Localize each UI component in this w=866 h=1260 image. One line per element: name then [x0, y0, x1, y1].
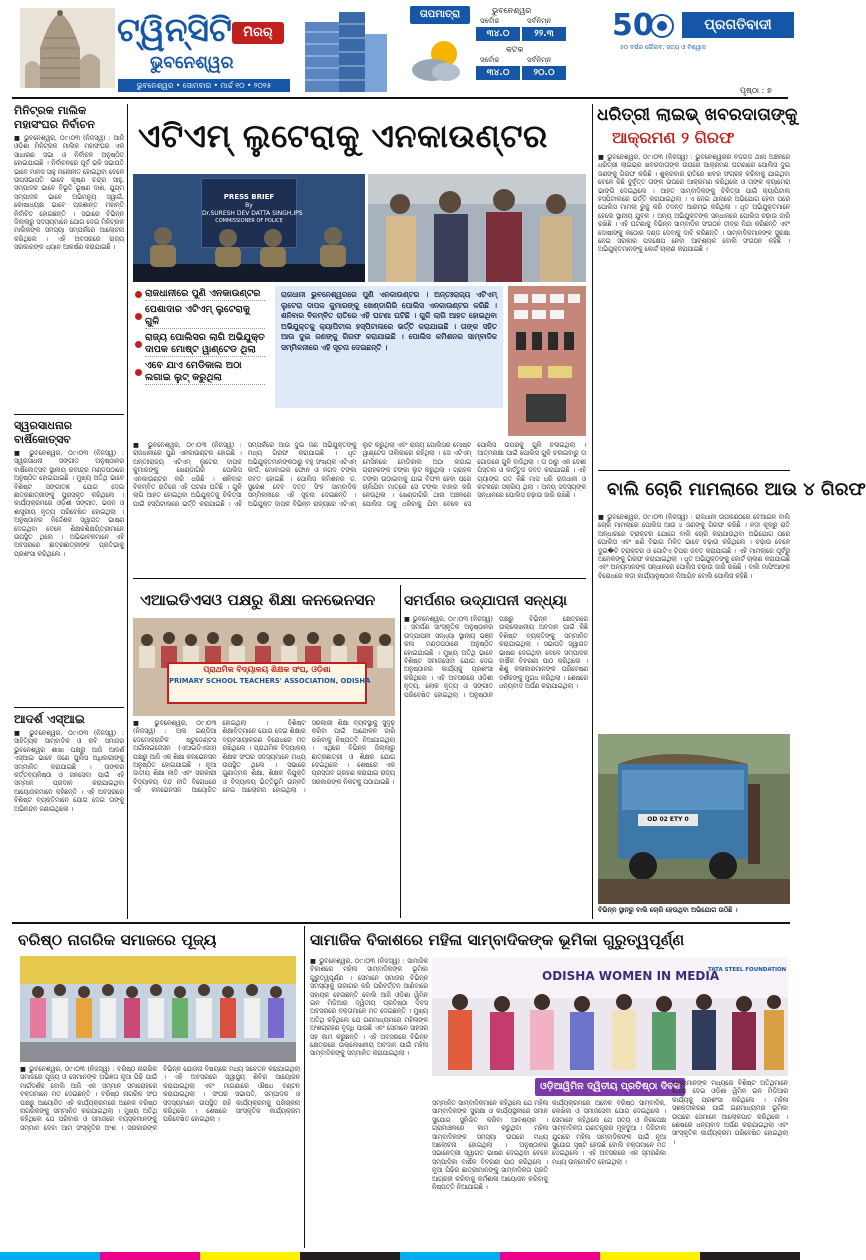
right-top-body: ■ ଭୁବନେଶ୍ୱର, ୦୯।୦୩ (ନିଜସ୍ୱ) : ଭୁବନେଶ୍ୱରର ବଡ଼ଗଡ଼ ଥାନା ଅଞ୍ଚଳରେ ଧରିତ୍ରୀ ଲାଇଭ୍‌ର ଖବରଦାତାଙ୍କ ଉପରେ ଆକ୍ରମଣ ଘଟଣାରେ ପୋଲିସ ଦୁଇ ଜଣଙ୍କୁ ଗିରଫ କରିଛି । ଶୁକ୍ରବାର ରାତିରେ ଖବର ସଂଗ୍ରହ କରିବାକୁ ଯାଇଥିବା ବେଳେ କିଛି ଦୁର୍ବୃତ୍ତ ତାଙ୍କ ଉପରେ ଆକ୍ରମଣ କରିଥିଲେ ଓ ତାଙ୍କ କ୍ୟାମେରା ଭାଙ୍ଗି ଦେଇଥିଲେ । ଆହତ ସାମ୍ବାଦିକଙ୍କୁ ଚିକିତ୍ସା ପାଇଁ କ୍ୟାପିଟାଲ ହସ୍ପିଟାଲରେ ଭର୍ତ୍ତି କରାଯାଇଥିଲା । ଏ ନେଇ ଥାନାରେ ଅଭିଯୋଗ ହେବା ପରେ ପୋଲିସ ମାମଲା ରୁଜୁ କରି ତଦନ୍ତ ଆରମ୍ଭ କରିଥିଲା । ଧୃତ ଅଭିଯୁକ୍ତମାନେ ହେଲେ ସ୍ଥାନୀୟ ଯୁବକ । ଅନ୍ୟ ଅଭିଯୁକ୍ତଙ୍କ ସନ୍ଧାନରେ ପୋଲିସ ଚଢ଼ାଉ ଜାରି ରଖିଛି । ଏହି ଘଟଣାକୁ ବିଭିନ୍ନ ସାମ୍ବାଦିକ ସଂଗଠନ ତୀବ୍ର ନିନ୍ଦା କରିଛନ୍ତି ଏବଂ ଦୋଷୀଙ୍କୁ କଠୋର ଦଣ୍ଡ ଦେବାକୁ ଦାବି କରିଛନ୍ତି । ସାମ୍ବାଦିକମାନଙ୍କ ସୁରକ୍ଷା ନେଇ ସରକାର ପଦକ୍ଷେପ ନେବା ଆବଶ୍ୟକ ବୋଲି ସଂଗଠନ କହିଛି । ଅଭିଯୁକ୍ତମାନଙ୍କୁ କୋର୍ଟ ଚାଲାଣ କରାଯାଇଛି । [598, 154, 793, 254]
city1-min-value: ୨୨.୩ [534, 29, 554, 39]
women-media-banner-text: ODISHA WOMEN IN MEDIA [542, 969, 720, 983]
column-rule [592, 104, 593, 919]
evidence-cards-illustration [508, 286, 586, 436]
left-body-3: ■ ଭୁବନେଶ୍ୱର, ୦୯।୦୩ (ନିଜସ୍ୱ) : ସାହିତ୍ୟିକ ସାମ୍ବାଦିକ ଓ କବି ସମାଜର ଭୁବନେଶ୍ୱର ଶାଖା ପକ୍ଷରୁ ଆଜି ଆଦର୍ଶ ଏସ୍‌ଆଇ ଭାବେ ଜଣେ ପୁଲିସ ଅଧିକାରୀଙ୍କୁ ସମ୍ମାନିତ କରାଯାଇଛି । ତାଙ୍କର କର୍ତ୍ତବ୍ୟନିଷ୍ଠା ଓ ଜନସେବା ପାଇଁ ଏହି ସମ୍ମାନ ପ୍ରଦାନ କରାଯାଇଥିବା ଆୟୋଜକମାନେ କହିଛନ୍ତି । ଏହି ଅବସରରେ ବିଶିଷ୍ଟ ବ୍ୟକ୍ତିମାନେ ଯୋଗ ଦେଇ ତାଙ୍କୁ ଅଭିନନ୍ଦନ ଜଣାଇଥିଲେ । [14, 730, 127, 813]
women-col4: ଅନ୍ୟମାନଙ୍କ ମଧ୍ୟରେ ବିଶିଷ୍ଟ ଅତିଥିମାନେ ଯୋଗ ଦେଇ ଓଡ଼ିଶା ୱିମିନ ଇନ ମିଡିଆର କାର୍ଯ୍ୟକୁ ପ୍ରଶଂସା କରିଥିଲେ । ମହିଳା ସଶକ୍ତୀକରଣ ପାଇଁ ଗଣମାଧ୍ୟମର ଭୂମିକା ଉପରେ ସେମାନେ ଆଲୋକପାତ କରିଥିଲେ । ଶେଷରେ ଧନ୍ୟବାଦ ଅର୍ପଣ କରାଯାଇଥିଲା ଏବଂ ସାଂସ୍କୃତିକ କାର୍ଯ୍ୟକ୍ରମ ପରିବେଷିତ ହୋଇଥିଲା । [672, 1080, 791, 1146]
lead-bullet [135, 332, 265, 357]
sand-headline: ବାଲି ଚୋରି ମାମଲାରେ ଆଉ ୪ ଗିରଫ [607, 479, 866, 500]
aidso-photo [133, 618, 395, 716]
lead-bullets [135, 288, 265, 438]
sand-photo-caption: ବିଭିନ୍ନ ସ୍ଥାନରୁ ବାଲି ଚୋରି ହେଉଥିବା ଅଭିଯୋଗ ଉଠିଛି । [598, 906, 738, 914]
weather-label-text: ତାପମାତ୍ରା [419, 9, 461, 20]
women-col2: ସମ୍ମାନିତ ସାମ୍ବାଦିକମାନେ କହିଥିଲେ ଯେ ମହିଳା ସାମ୍ବାଦିକଙ୍କ ସୁରକ୍ଷା ଓ କାର୍ଯ୍ୟସ୍ଥଳୀରେ ସମାନ ସୁଯୋଗ ସୁନିଶ୍ଚିତ କରିବା ଆବଶ୍ୟକ । ଗ୍ରାମାଞ୍ଚଳରେ କାମ କରୁଥିବା ମହିଳା ସାମ୍ବାଦିକଙ୍କ ସମସ୍ୟା ଉପରେ ମଧ୍ୟ ଆଲୋଚନା ହୋଇଥିଲା । ଅନୁଷ୍ଠାନର ସଭାନେତ୍ରୀ ସ୍ୱାଗତ ଭାଷଣ ଦେଇଥିବା ବେଳେ ସମ୍ପାଦିକା ବାର୍ଷିକ ବିବରଣୀ ପାଠ କରିଥିଲେ । ନୂଆ ପିଢ଼ିର ଛାତ୍ରୀମାନଙ୍କୁ ସାମ୍ବାଦିକତା ପ୍ରତି ଆଗ୍ରହୀ କରିବାକୁ କର୍ମଶାଳା ଆୟୋଜନ କରିବାକୁ ନିଷ୍ପତ୍ତି ନିଆଯାଇଛି । [432, 1100, 551, 1192]
headline-tail: ଗିରଫ [694, 128, 735, 147]
sun-cloud-icon [408, 34, 466, 84]
masthead [0, 0, 800, 100]
lead-intro-box [275, 286, 503, 408]
weather-max-label-2: ସର୍ବୋଚ୍ଚ [480, 56, 500, 64]
women-col3: କାର୍ଯ୍ୟକ୍ରମରେ ଅନେକ ବରିଷ୍ଠ ସାମ୍ବାଦିକ, ଲେଖିକା ଓ ସମାଜସେବୀ ଯୋଗ ଦେଇଥିଲେ । ସେମାନେ କହିଥିଲେ ଯେ ସତ୍ୟ ଓ ନିରପେକ୍ଷ ସାମ୍ବାଦିକତା ଗଣତନ୍ତ୍ରର ମୂଳଦୁଆ । ଡିଜିଟାଲ ଯୁଗରେ ମହିଳା ସାମ୍ବାଦିକଙ୍କ ପାଇଁ ନୂଆ ସୁଯୋଗ ସୃଷ୍ଟି ହେଉଛି ବୋଲି ବକ୍ତାମାନେ ମତ ଦେଇଥିଲେ । ଏହି ଅବସରରେ ଏକ ସ୍ମରଣିକା ମଧ୍ୟ ଉନ୍ମୋଚିତ ହୋଇଥିଲା । [552, 1100, 669, 1166]
bullet-text: ପେଶାଦାର ଏଟିଏମ୍‌ ଲୁଟେରାକୁ ଗୁଳି [145, 304, 265, 329]
weather-max-label-1: ସର୍ବୋଚ୍ଚ [480, 17, 500, 25]
bullet-text: ଏବେ ଯାଏ ମେଡିକାଲ ଅଠା ଲଗାଇ ଲୁଟ୍‌ କରୁଥିଲା [145, 360, 265, 385]
officers-silhouettes [133, 214, 365, 282]
masthead-title: ଟ୍ୱିନ୍‌ସିଟି [117, 10, 232, 49]
press-brief-name: Dr.SURESH DEV DATTA SINGH,IPS [202, 210, 303, 217]
women-in-media-photo [432, 958, 788, 1076]
brand-name [682, 12, 794, 38]
lead-headline: ଏଟିଏମ୍‌ ଲୁଟେରାକୁ ଏନକାଉଣ୍ଟର [138, 117, 548, 155]
weather-min-label-1: ସର୍ବନିମ୍ନ [527, 17, 552, 25]
color-swatch [0, 1252, 100, 1260]
bullet-dot [135, 291, 142, 298]
left-body-2: ■ ଭୁବନେଶ୍ୱର, ୦୯।୦୩ (ନିଜସ୍ୱ) : ସ୍ୱରସାଧନା ସଙ୍ଗୀତ ଅନୁଷ୍ଠାନର ବାର୍ଷିକୋତ୍ସବ ସ୍ଥାନୀୟ ରବୀନ୍ଦ୍ର ମଣ୍ଡପଠାରେ ଅନୁଷ୍ଠିତ ହୋଇଯାଇଛି । ମୁଖ୍ୟ ଅତିଥି ଭାବେ ବିଶିଷ୍ଟ ସଙ୍ଗୀତଜ୍ଞ ଯୋଗ ଦେଇ ଛାତ୍ରଛାତ୍ରୀଙ୍କୁ ପୁରସ୍କୃତ କରିଥିଲେ । କାର୍ଯ୍ୟକ୍ରମରେ ଓଡ଼ିଶୀ ସଙ୍ଗୀତ, ଭଜନ ଓ ଶାସ୍ତ୍ରୀୟ ନୃତ୍ୟ ପରିବେଷିତ ହୋଇଥିଲା । ଅନୁଷ୍ଠାନର ନିର୍ଦ୍ଦେଶକ ସ୍ୱାଗତ ଭାଷଣ ଦେଇଥିବା ବେଳେ ଶିକ୍ଷକଶିକ୍ଷୟିତ୍ରୀମାନେ ଉପସ୍ଥିତ ଥିଲେ । ଅଭିଭାବକମାନେ ଏହି ଅବସରରେ ଛାତ୍ରଛାତ୍ରୀଙ୍କ ପ୍ରତିଭାକୁ ପ୍ରଶଂସା କରିଥିଲେ । [14, 450, 127, 558]
lead-intro-text: ରାଜଧାନୀ ଭୁବନେଶ୍ୱରରେ ପୁଣି ଏନକାଉଣ୍ଟର । ଅନ୍ତଃରାଜ୍ୟ ଏଟିଏମ୍‌ ଲୁଟେରା ଦାପକ କୁମାରଙ୍କୁ ଖେଣ୍ଡାଗିରି ପୋଲିସ ଏନକାଉଣ୍ଟର କରିଛି । ଶନିବାର ବିଳମ୍ବିତ ରାତିରେ ଏହି ଘଟଣା ଘଟିଛି । ଗୁଳି ଲାଗି ଆହତ ହୋଇଥିବା ଅଭିଯୁକ୍ତକୁ କ୍ୟାପିଟାଲ ହସ୍ପିଟାଲରେ ଭର୍ତ୍ତି କରାଯାଇଛି । ତାଙ୍କ ସହିତ ଆଉ ଦୁଇ ଜଣଙ୍କୁ ଗିରଫ କରାଯାଇଛି । ପୋଲିସ କମିଶନର ସାମ୍ବାଦିକ ସମ୍ମିଳନୀରେ ଏହି ସୂଚନା ଦେଇଛନ୍ତି । [281, 290, 497, 352]
masthead-subtitle: ଭୁବନେଶ୍ୱର [150, 53, 234, 73]
masthead-dateline-bar [118, 79, 290, 92]
weather-label [410, 6, 470, 24]
edition-badge-text: ମିରର୍‌ [243, 25, 273, 40]
headline-word: ଆକ୍ରମଣ [612, 128, 676, 147]
anniversary-caption: ୫୦ ବର୍ଷର ଗୌରବ, ସତ୍ୟ ଓ ବିଶ୍ୱାସ [620, 44, 706, 51]
aidso-body: ■ ଭୁବନେଶ୍ୱର, ୦୯।୦୩ (ନିଜସ୍ୱ) : ଅଲ ଇଣ୍ଡିଆ ଡେମୋକ୍ରାଟିକ ଷ୍ଟୁଡେଣ୍ଟସ ଅର୍ଗାନାଇଜେସନ (ଏଆଇଡିଏସଓ) ପକ୍ଷରୁ ଆଜି ଏକ ଶିକ୍ଷା କନଭେନସନ ଅନୁଷ୍ଠିତ ହୋଇଯାଇଛି । ନୂଆ ଜାତୀୟ ଶିକ୍ଷା ନୀତି ଏବଂ ସରକାରୀ ବିଦ୍ୟାଳୟ ବନ୍ଦ ନୀତି ବିରୋଧରେ ଏହି କନଭେନସନ ଆୟୋଜିତ ହୋଇଥିଲା । ବିଶିଷ୍ଟ ଶିକ୍ଷାବିତ୍‌ମାନେ ଯୋଗ ଦେଇ ଶିକ୍ଷାର ବ୍ୟବସାୟୀକରଣ ବିରୋଧରେ ମତ ରଖିଥିଲେ । ପ୍ରାଥମିକ ବିଦ୍ୟାଳୟ ଶିକ୍ଷକ ସଂଘର ସଦସ୍ୟମାନେ ମଧ୍ୟ ଉପସ୍ଥିତ ଥିଲେ । ସଭାରେ ଗୁଣାତ୍ମକ ଶିକ୍ଷା, ଶିକ୍ଷକ ନିଯୁକ୍ତି ଓ ବିଦ୍ୟାଳୟ ଭିତ୍ତିଭୂମି ଉନ୍ନତି ନେଇ ଆଲୋଚନା ହୋଇଥିଲା । ସରକାରୀ ଶିକ୍ଷା ବ୍ୟବସ୍ଥାକୁ ସୁଦୃଢ଼ କରିବା ପାଇଁ ଆନ୍ଦୋଳନ ଜାରି ରଖିବାକୁ ନିଷ୍ପତ୍ତି ନିଆଯାଇଥିଲା । ଏଥିରେ ବିଭିନ୍ନ ଜିଲ୍ଲାରୁ ଛାତ୍ରଛାତ୍ରୀ ଓ ଶିକ୍ଷକ ଯୋଗ ଦେଇଥିଲେ । ଶେଷରେ ଏକ ପ୍ରସ୍ତାବ ଗ୍ରହଣ କରାଯାଇ ରାଜ୍ୟ ସରକାରଙ୍କ ନିକଟକୁ ପଠାଯାଇଛି । [133, 720, 397, 795]
color-swatch [600, 1252, 700, 1260]
press-conference-photo [133, 174, 365, 282]
truck-plate: OD 02 ETY 0 [647, 816, 689, 823]
anniversary-number: 50 [612, 8, 654, 43]
women-headline: ସାମାଜିକ ବିକାଶରେ ମହିଳା ସାମ୍ବାଦିକଙ୍କ ଭୂମିକା ଗୁରୁତ୍ୱପୂର୍ଣ୍ଣ [310, 931, 685, 949]
column-rule [127, 104, 128, 919]
column-rule [400, 585, 401, 918]
lead-bullet [135, 360, 265, 385]
bullet-text: ରାଜ୍ୟ ପୋଲିସର ଲାଗି ଅଭିଯୁକ୍ତ ଦାପକ ମୋଷ୍ଟ ୱାଣ୍ଟେଡ ଥିଲା [145, 332, 265, 355]
accused-photo [368, 174, 586, 282]
press-brief-title: PRESS BRIEF [223, 193, 275, 201]
senior-body: ■ ଭୁବନେଶ୍ୱର, ୦୯।୦୩ (ନିଜସ୍ୱ) : ବରିଷ୍ଠ ନାଗରିକ ସମାଜରେ ପୂଜ୍ୟ ଓ ସେମାନଙ୍କ ଅଭିଜ୍ଞତା ନୂଆ ପିଢ଼ି ପାଇଁ ମାର୍ଗଦର୍ଶକ ବୋଲି ଆଜି ଏକ ସମ୍ମାନ ସମାରୋହରେ ବକ୍ତାମାନେ ମତ ଦେଇଛନ୍ତି । ବରିଷ୍ଠ ନାଗରିକ ସଂଘ ପକ୍ଷରୁ ଆୟୋଜିତ ଏହି କାର୍ଯ୍ୟକ୍ରମରେ ଅନେକ ବରିଷ୍ଠ ନାଗରିକଙ୍କୁ ସମ୍ମାନିତ କରାଯାଇଥିଲା । ମୁଖ୍ୟ ଅତିଥି କହିଥିଲେ ଯେ ପରିବାର ଓ ସମାଜରେ ବୟସ୍କମାନଙ୍କୁ ସମ୍ମାନ ଦେବା ଆମ ସଂସ୍କୃତିର ଅଂଶ । ସରକାରଙ୍କ ବିଭିନ୍ନ ଯୋଜନା ବିଷୟରେ ମଧ୍ୟ ସଚେତନ କରାଯାଇଥିଲା । ଏହି ଅବସରରେ ସ୍ୱାସ୍ଥ୍ୟ ଶିବିର ଆୟୋଜନ କରାଯାଇଥିଲା ଏବଂ ମାଗଣାରେ ଔଷଧ ବଣ୍ଟନ କରାଯାଇଥିଲା । ସଂଘର ସଭାପତି, ସମ୍ପାଦକ ଓ ସଦସ୍ୟମାନେ ଉପସ୍ଥିତ ରହି କାର୍ଯ୍ୟକ୍ରମକୁ ପରିଚାଳନା କରିଥିଲେ । ଶେଷରେ ସାଂସ୍କୃତିକ କାର୍ଯ୍ୟକ୍ରମ ପରିବେଷିତ ହୋଇଥିଲା । [20, 1066, 303, 1132]
weather-city1-min [522, 27, 566, 41]
city2-min-value: ୨୦.୦ [533, 68, 555, 78]
lead-body: ■ ଭୁବନେଶ୍ୱର, ୦୯।୦୩ (ନିଜସ୍ୱ) : ରାଜଧାନୀରେ ପୁଣି ଏନକାଉଣ୍ଟର ହୋଇଛି । ଅନ୍ତଃରାଜ୍ୟ ଏଟିଏମ୍‌ ଲୁଟେରା ଦାପକ କୁମାରଙ୍କୁ ଖେଣ୍ଡାଗିରି ପୋଲିସ ଏନକାଉଣ୍ଟର କରି ଧରିଛି । ଶନିବାର ବିଳମ୍ବିତ ରାତିରେ ଏହି ଘଟଣା ଘଟିଛି । ଗୁଳି ଲାଗି ଆହତ ହୋଇଥିବା ଅଭିଯୁକ୍ତକୁ ଚିକିତ୍ସା ପାଇଁ ହସ୍ପିଟାଲରେ ଭର୍ତ୍ତି କରାଯାଇଛି । ଏହି ସମ୍ପର୍କରେ ଆଉ ଦୁଇ ଜଣ ଅଭିଯୁକ୍ତଙ୍କୁ ମଧ୍ୟ ଗିରଫ କରାଯାଇଛି । ଧୃତ ଅଭିଯୁକ୍ତମାନଙ୍କଠାରୁ ବହୁ ସଂଖ୍ୟକ ଏଟିଏମ୍‌ କାର୍ଡ, ମୋବାଇଲ ଫୋନ ଓ ନଗଦ ଟଙ୍କା ଜବତ ହୋଇଛି । ପୋଲିସ କମିଶନର ଡ. ସୁରେଶ ଦେବ ଦତ୍ତ ସିଂହ ସାମ୍ବାଦିକ ସମ୍ମିଳନୀରେ ଏହି ସୂଚନା ଦେଇଛନ୍ତି । ଅଭିଯୁକ୍ତ ଦାପକ ବିଭିନ୍ନ ରାଜ୍ୟରେ ଏଟିଏମ୍‌ ଲୁଟ କରୁଥିଲା ଏବଂ ରାଜ୍ୟ ପୋଲିସର ମୋଷ୍ଟ ୱାଣ୍ଟେଡ ତାଲିକାରେ ରହିଥିଲା । ସେ ଏଟିଏମ୍‌ ମେସିନରେ ମେଡିକାଲ ଅଠା ଲଗାଇ ଗ୍ରାହକଙ୍କ ଟଙ୍କା ଲୁଟ କରୁଥିଲା । ଗ୍ରାହକ ଟଙ୍କା ଉଠାଇବାକୁ ଯାଇ ବିଫଳ ହେବା ପରେ ଚାଲିଯିବା ମାତ୍ରେ ସେ ଟଙ୍କା ବାହାର କରି ନେଉଥିଲା । ଖେଣ୍ଡାଗିରି ଥାନା ଅଞ୍ଚଳରେ ପୋଲିସ ତାକୁ ଧରିବାକୁ ଯିବା ବେଳେ ସେ ପୋଲିସ ଉପରକୁ ଗୁଳି ଚଳାଇଥିଲା । ଆତ୍ମରକ୍ଷା ପାଇଁ ପୋଲିସ ଗୁଳି ଚଳାଇବାରୁ ତା ଗୋଡ଼ରେ ଗୁଳି ବାଜିଥିଲା । ତା ଠାରୁ ଏକ ଦେଶୀ ପିସ୍ତଲ ଓ କାର୍ତ୍ତୁଜ ଜବତ କରାଯାଇଛି । ଏହି ଗ୍ୟାଙ୍ଗ ଗତ କିଛି ମାସ ଧରି ରାଜଧାନୀ ଓ କଟକରେ ସକ୍ରିୟ ଥିଲା । ଅନ୍ୟ ସଦସ୍ୟଙ୍କ ସନ୍ଧାନରେ ପୋଲିସ ଚଢ଼ାଉ ଜାରି ରଖିଛି । [133, 442, 586, 508]
samarpan-headline: ସମର୍ପଣର ଉଦ୍‌ଯାପନୀ ସନ୍ଧ୍ୟା [404, 593, 567, 609]
left-headline-2: ସ୍ୱରସାଧନାର ବାର୍ଷିକୋତ୍ସବ [14, 419, 73, 446]
dateline-text: ଭୁବନେଶ୍ୱର • ସୋମବାର • ମାର୍ଚ୍ଚ ୧୦ • ୨୦୨୫ [136, 81, 272, 90]
senior-citizens-photo [20, 956, 296, 1062]
brand-name-text: ପ୍ରଗତିବାଦୀ [704, 17, 772, 33]
left-headline-1: ମିନିଟ୍ରକ ମାଲିକ ମହାସଂଘର ନିର୍ବାଚନ [14, 104, 95, 131]
lead-bullet [135, 288, 265, 301]
seized-items-photo [508, 286, 586, 436]
samarpan-body: ■ ଭୁବନେଶ୍ୱର, ୦୯।୦୩ (ନିଜସ୍ୱ) : ସମର୍ପଣ ସାଂସ୍କୃତିକ ଅନୁଷ୍ଠାନର ଉଦ୍‌ଯାପନୀ ସନ୍ଧ୍ୟା ସ୍ଥାନୀୟ ଭଞ୍ଜ କଳା ମଣ୍ଡପଠାରେ ଅନୁଷ୍ଠିତ ହୋଇଯାଇଛି । ମୁଖ୍ୟ ଅତିଥି ଭାବେ ବିଶିଷ୍ଟ ସମାଜସେବୀ ଯୋଗ ଦେଇ ଅନୁଷ୍ଠାନର କାର୍ଯ୍ୟକୁ ପ୍ରଶଂସା କରିଥିଲେ । ଏହି ଅବସରରେ ଓଡ଼ିଶୀ ନୃତ୍ୟ, ଲୋକ ନୃତ୍ୟ ଓ ସଙ୍ଗୀତ ପରିବେଷିତ ହୋଇଥିଲା । ଅନୁଷ୍ଠାନ ପକ୍ଷରୁ ବିଭିନ୍ନ କ୍ଷେତ୍ରରେ ଉଲ୍ଲେଖନୀୟ ଅବଦାନ ପାଇଁ କିଛି ବିଶିଷ୍ଟ ବ୍ୟକ୍ତିଙ୍କୁ ସମ୍ମାନିତ କରାଯାଇଥିଲା । ସଭାପତି ସ୍ୱାଗତ ଭାଷଣ ଦେଇଥିବା ବେଳେ ସମ୍ପାଦକ ବାର୍ଷିକ ବିବରଣୀ ପାଠ କରିଥିଲେ । ଶିଶୁ କଳାକାରମାନଙ୍କ ପରିବେଷଣ ଦର୍ଶକଙ୍କୁ ମୁଗ୍ଧ କରିଥିଲା । ଶେଷରେ ଧନ୍ୟବାଦ ଅର୍ପଣ କରାଯାଇଥିଲା । [404, 616, 591, 699]
aidso-headline: ଏଆଇଡିଏସଓ ପକ୍ଷରୁ ଶିକ୍ଷା କନଭେନସନ [140, 591, 376, 609]
emblem-icon [650, 14, 674, 38]
accused-group-silhouettes [368, 174, 586, 282]
color-swatch [300, 1252, 400, 1260]
edition-badge [232, 22, 284, 44]
temple-illustration [20, 8, 115, 88]
column-rule [304, 926, 305, 1248]
banner-odia-text: ପ୍ରାଥମିକ ବିଦ୍ୟାଳୟ ଶିକ୍ଷକ ସଂଘ, ଓଡ଼ିଶା [203, 665, 331, 674]
section-divider [12, 922, 790, 924]
left-column [14, 104, 127, 924]
anniversary-logo [612, 8, 680, 44]
color-swatch [700, 1252, 800, 1260]
senior-headline: ବରିଷ୍ଠ ନାଗରିକ ସମାଜରେ ପୂଜ୍ୟ [18, 931, 217, 949]
women-col1: ■ ଭୁବନେଶ୍ୱର, ୦୯।୦୩ (ନିଜସ୍ୱ) : ସାମାଜିକ ବିକାଶରେ ମହିଳା ସାମ୍ବାଦିକଙ୍କ ଭୂମିକା ଗୁରୁତ୍ୱପୂର୍ଣ୍ଣ । ସେମାନେ ସମାଜର ବିଭିନ୍ନ ସମସ୍ୟାକୁ ଉଜାଗର କରି ପରିବର୍ତ୍ତନ ଆଣିବାରେ ସହାୟକ ହେଉଛନ୍ତି ବୋଲି ଆଜି ଓଡ଼ିଶା ୱିମିନ ଇନ ମିଡିଆର ଦ୍ୱିତୀୟ ପ୍ରତିଷ୍ଠା ଦିବସ ଅବସରରେ ବକ୍ତାମାନେ ମତ ଦେଇଛନ୍ତି । ମୁଖ୍ୟ ଅତିଥି କହିଥିଲେ ଯେ ଗଣମାଧ୍ୟମରେ ମହିଳାଙ୍କ ଅଂଶଗ୍ରହଣ ବୃଦ୍ଧି ପାଉଛି ଏବଂ ସେମାନେ ସାହସର ସହ କାମ କରୁଛନ୍ତି । ଏହି ଅବସରରେ ବିଭିନ୍ନ କ୍ଷେତ୍ରରେ ଉଲ୍ଲେଖନୀୟ ଅବଦାନ ପାଇଁ ମହିଳା ସାମ୍ବାଦିକଙ୍କୁ ସମ୍ମାନିତ କରାଯାଇଥିଲା । [310, 958, 431, 1058]
bullet-text: ରାଜଧାନୀରେ ପୁଣି ଏନକାଉଣ୍ଟର [145, 288, 265, 301]
headline-number: ୨ [681, 128, 690, 147]
banner-english-text: PRIMARY SCHOOL TEACHERS' ASSOCIATION, ODISHA [169, 677, 371, 685]
weather-box [402, 6, 570, 94]
color-swatch [500, 1252, 600, 1260]
weather-city2-max [476, 66, 520, 80]
press-brief-by: By [245, 202, 253, 209]
women-sub-banner-text: ଓଡ଼ିଆୱିମିନ ଦ୍ୱିତୀୟ ପ୍ରତିଷ୍ଠା ଦିବସ [540, 1081, 680, 1092]
city-skyline-illustration [295, 12, 395, 92]
weather-city2: କଟକ [506, 45, 524, 54]
sand-body: ■ ଭୁବନେଶ୍ୱର, ୦୯।୦୩ (ନିଜସ୍ୱ) : ରାଜଧାନୀ ଉପକଣ୍ଠରେ ବେଆଇନ ବାଲି ଚୋରି ମାମଲାରେ ପୋଲିସ ଆଉ ୪ ଜଣଙ୍କୁ ଗିରଫ କରିଛି । ନଦୀ କୂଳରୁ ରାତି ଅନ୍ଧାରରେ ଟ୍ରାକ୍ଟର ଯୋଗେ ବାଲି ଚୋରି କରାଯାଉଥିବା ଅଭିଯୋଗ ପରେ ପୋଲିସ ଏବଂ ଖଣି ବିଭାଗ ମିଳିତ ଭାବେ ଚଢ଼ାଉ କରିଥିଲେ । ଚଢ଼ାଉ ବେଳେ ଦୁଇ�ଟି ଟ୍ରାକ୍ଟର ଓ ଗୋଟିଏ ଟିପର ଜବତ କରାଯାଇଛି । ଏହି ମାମଲାରେ ପୂର୍ବରୁ ଅନେକଙ୍କୁ ଗିରଫ କରାଯାଇଥିଲା । ଧୃତ ଅଭିଯୁକ୍ତଙ୍କୁ କୋର୍ଟ ଚାଲାଣ କରାଯାଇଛି ଏବଂ ଅନ୍ୟମାନଙ୍କ ସନ୍ଧାନରେ ପୋଲିସ ଚଢ଼ାଉ ଜାରି ରଖିଛି । ବାଲି ମାଫିଆଙ୍କ ବିରୋଧରେ କଡ଼ା କାର୍ଯ୍ୟାନୁଷ୍ଠାନ ନିଆଯିବ ବୋଲି ପୋଲିସ କହିଛି । [598, 514, 793, 580]
color-swatch [200, 1252, 300, 1260]
bullet-dot [135, 369, 142, 376]
bullet-dot [135, 341, 142, 348]
city2-max-value: ୩୪.୦ [486, 68, 510, 78]
divider [133, 578, 586, 579]
print-color-bar [0, 1252, 800, 1260]
press-brief-role: COMMISSIONER OF POLICE [215, 218, 283, 224]
group-photo-illustration [20, 956, 296, 1062]
weather-city1: ଭୁବନେଶ୍ୱର [492, 6, 532, 15]
women-sub-banner [535, 1078, 685, 1096]
color-swatch [100, 1252, 200, 1260]
sand-truck-photo [598, 734, 790, 904]
weather-city1-max [476, 27, 520, 41]
divider [14, 707, 124, 708]
right-headline-2 [612, 128, 782, 148]
lead-bullet [135, 304, 265, 329]
weather-city2-min [522, 66, 566, 80]
right-headline-1: ଧରିତ୍ରୀ ଲାଇଭ୍‌ ଖବରଦାତାଙ୍କୁ [597, 105, 798, 125]
masthead-rule [12, 97, 788, 99]
weather-min-label-2: ସର୍ବନିମ୍ନ [527, 56, 552, 64]
color-swatch [400, 1252, 500, 1260]
city1-max-value: ୩୪.୦ [486, 29, 510, 39]
left-body-1: ■ ଭୁବନେଶ୍ୱର, ୦୯।୦୩ (ନିଜସ୍ୱ) : ଆଜି ଓଡ଼ିଶା ମିନିଟ୍ରକ ମାଲିକ ମହାସଂଘର ଏକ ସାଧାରଣ ସଭା ଓ ନିର୍ବାଚନ ଅନୁଷ୍ଠିତ ହୋଇଯାଇଛି । ନିର୍ବାଚନରେ ପୂର୍ବ ଭଳି ସଭାପତି ଭାବେ ମାନସ ସାହୁ ମନୋନୀତ ହୋଇଥିବା ବେଳେ ଉପସଭାପତି ଭାବେ କୃଷ୍ଣ ଚନ୍ଦ୍ର ସାହୁ, ସମ୍ପାଦକ ଭାବେ ବିଭୂତି ଭୂଷଣ ଦାଶ, ଯୁଗ୍ମ ସମ୍ପାଦକ ଭାବେ ଅଭିମନ୍ୟୁ ସ୍ୱାଇଁ, କୋଷାଧ୍ୟକ୍ଷ ଭାବେ ପ୍ରଶାନ୍ତ ମହାନ୍ତି ନିର୍ବାଚିତ ହୋଇଛନ୍ତି । ସଭାରେ ବିଭିନ୍ନ ଜିଲ୍ଲାରୁ ସଦସ୍ୟମାନେ ଯୋଗ ଦେଇ ମିନିଟ୍ରକ ମାଲିକଙ୍କ ସମସ୍ୟା ସମ୍ପର୍କରେ ଆଲୋଚନା କରିଥିଲେ । ଏହି ଅବସରରେ ରାଜ୍ୟ ସରକାରଙ୍କ ଧ୍ୟାନ ଆକର୍ଷଣ କରାଯାଇଛି । [14, 135, 127, 252]
divider [14, 414, 124, 415]
bullet-dot [135, 313, 142, 320]
divider [598, 470, 790, 471]
left-headline-3: ଆଦର୍ଶ ଏସ୍‌ଆଇ [14, 712, 85, 726]
women-media-banner-right: TATA STEEL FOUNDATION [708, 967, 787, 973]
association-banner [167, 662, 371, 704]
page-number: ପୃଷ୍ଠା : ୭ [740, 86, 772, 95]
